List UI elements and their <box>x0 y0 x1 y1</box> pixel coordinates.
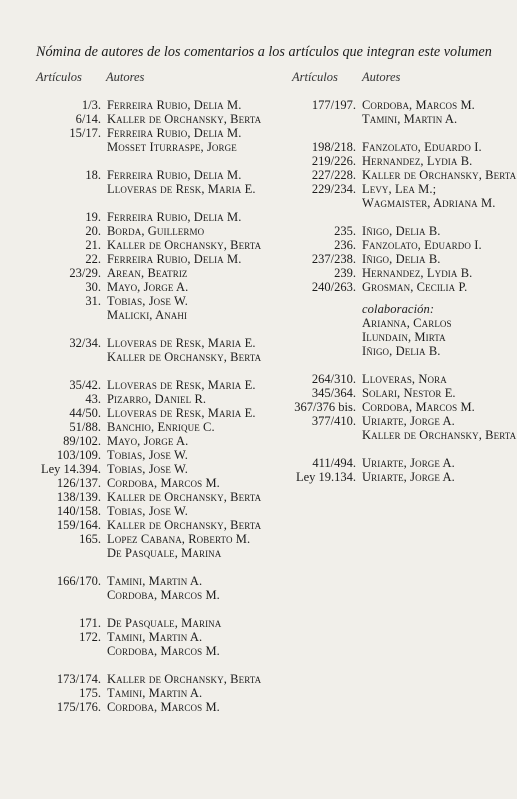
article-number: 43. <box>85 392 101 406</box>
right-entry-row <box>0 154 517 168</box>
author-name: Tamini, Martin A. <box>107 630 203 644</box>
author-name: Kaller de Orchansky, Berta <box>107 490 262 504</box>
author-name: Cordoba, Marcos M. <box>362 400 475 414</box>
author-name: Ferreira Rubio, Delia M. <box>107 210 242 224</box>
left-entry-row <box>0 574 290 588</box>
article-number: Ley 19.134. <box>295 470 356 484</box>
right-entry-row <box>0 316 517 330</box>
right-entry-row <box>0 302 517 316</box>
article-number: 140/158. <box>56 504 101 518</box>
author-name: Uriarte, Jorge A. <box>362 414 455 428</box>
left-entry-row <box>0 126 290 140</box>
author-name: Lloveras de Resk, Maria E. <box>107 378 256 392</box>
author-name: Tamini, Martin A. <box>107 686 203 700</box>
right-entry-row <box>0 182 517 196</box>
author-name: Tobias, Jose W. <box>107 504 188 518</box>
article-number: 1/3. <box>81 98 101 112</box>
right-entry-row <box>0 414 517 428</box>
author-name: Hernandez, Lydia B. <box>362 154 473 168</box>
author-name: Kaller de Orchansky, Berta <box>362 168 517 182</box>
article-number: 6/14. <box>75 112 101 126</box>
author-name: Banchio, Enrique C. <box>107 420 215 434</box>
header-autores-right: Autores <box>362 70 401 84</box>
author-name: Lopez Cabana, Roberto M. <box>107 532 251 546</box>
author-name: Ferreira Rubio, Delia M. <box>107 98 242 112</box>
author-name: Cordoba, Marcos M. <box>107 644 220 658</box>
left-entry-row <box>0 490 290 504</box>
right-entry-row <box>0 280 517 294</box>
article-number: 175. <box>79 686 101 700</box>
author-name: Tamini, Martin A. <box>107 574 203 588</box>
right-entry-row <box>0 456 517 470</box>
article-number: 172. <box>79 630 101 644</box>
author-name: Mosset Iturraspe, Jorge <box>107 140 237 154</box>
right-entry-row <box>0 238 517 252</box>
author-name: Cordoba, Marcos M. <box>107 700 220 714</box>
author-name: Iñigo, Delia B. <box>362 252 441 266</box>
right-entry-row <box>0 140 517 154</box>
author-name: Ferreira Rubio, Delia M. <box>107 168 242 182</box>
author-name: Kaller de Orchansky, Berta <box>107 238 262 252</box>
article-number: 166/170. <box>56 574 101 588</box>
author-name: Malicki, Anahi <box>107 308 188 322</box>
author-name: Ferreira Rubio, Delia M. <box>107 126 242 140</box>
author-name: Uriarte, Jorge A. <box>362 470 455 484</box>
right-entry-row <box>0 266 517 280</box>
article-number: 229/234. <box>311 182 356 196</box>
article-number: 264/310. <box>311 372 356 386</box>
author-name: Kaller de Orchansky, Berta <box>107 350 262 364</box>
article-number: 35/42. <box>69 378 101 392</box>
article-number: 103/109. <box>56 448 101 462</box>
article-number: 411/494. <box>312 456 356 470</box>
author-name: Solari, Nestor E. <box>362 386 456 400</box>
article-number: 377/410. <box>311 414 356 428</box>
right-entry-row <box>0 470 517 484</box>
author-name: Levy, Lea M.; <box>362 182 437 196</box>
author-name: Lloveras, Nora <box>362 372 447 386</box>
author-name: Wagmaister, Adriana M. <box>362 196 496 210</box>
right-entry-row <box>0 386 517 400</box>
article-number: 15/17. <box>69 126 101 140</box>
right-entry-row <box>0 224 517 238</box>
left-entry-row <box>0 630 290 644</box>
right-entry-row <box>0 112 517 126</box>
article-number: 219/226. <box>311 154 356 168</box>
article-number: 89/102. <box>63 434 101 448</box>
author-name: Mayo, Jorge A. <box>107 434 189 448</box>
author-name: Lloveras de Resk, Maria E. <box>107 336 256 350</box>
article-number: 175/176. <box>56 700 101 714</box>
author-name: Arean, Beatriz <box>107 266 188 280</box>
left-entry-row <box>0 616 290 630</box>
author-name: Fanzolato, Eduardo I. <box>362 140 482 154</box>
header-articulos-left: Artículos <box>36 70 82 84</box>
author-name: Arianna, Carlos <box>362 316 452 330</box>
right-entry-row <box>0 196 517 210</box>
header-articulos-right: Artículos <box>292 70 338 84</box>
article-number: 236. <box>334 238 356 252</box>
article-number: 44/50. <box>69 406 101 420</box>
author-name: Mayo, Jorge A. <box>107 280 189 294</box>
article-number: Ley 14.394. <box>40 462 101 476</box>
author-name: Grosman, Cecilia P. <box>362 280 468 294</box>
author-name: Cordoba, Marcos M. <box>107 588 220 602</box>
article-number: 20. <box>85 224 101 238</box>
author-name: Kaller de Orchansky, Berta <box>362 428 517 442</box>
author-name: Tamini, Martin A. <box>362 112 458 126</box>
author-name: colaboración: <box>362 302 435 316</box>
right-entry-row <box>0 98 517 112</box>
article-number: 21. <box>85 238 101 252</box>
article-number: 159/164. <box>56 518 101 532</box>
right-entry-row <box>0 400 517 414</box>
left-entry-row <box>0 686 290 700</box>
author-name: Lloveras de Resk, Maria E. <box>107 182 256 196</box>
author-name: Kaller de Orchansky, Berta <box>107 672 262 686</box>
header-autores-left: Autores <box>106 70 145 84</box>
article-number: 198/218. <box>311 140 356 154</box>
article-number: 171. <box>79 616 101 630</box>
article-number: 345/364. <box>311 386 356 400</box>
author-name: Lloveras de Resk, Maria E. <box>107 406 256 420</box>
article-number: 126/137. <box>56 476 101 490</box>
left-entry-row <box>0 518 290 532</box>
author-name: Fanzolato, Eduardo I. <box>362 238 482 252</box>
right-entry-row <box>0 330 517 344</box>
author-name: Kaller de Orchansky, Berta <box>107 518 262 532</box>
left-entry-row <box>0 700 290 714</box>
author-name: Cordoba, Marcos M. <box>362 98 475 112</box>
article-number: 165. <box>79 532 101 546</box>
author-name: Tobias, Jose W. <box>107 462 188 476</box>
article-number: 138/139. <box>56 490 101 504</box>
author-name: Ilundain, Mirta <box>362 330 446 344</box>
article-number: 240/263. <box>311 280 356 294</box>
article-number: 19. <box>85 210 101 224</box>
left-entry-row <box>0 532 290 546</box>
article-number: 23/29. <box>69 266 101 280</box>
left-entry-row <box>0 504 290 518</box>
author-name: De Pasquale, Marina <box>107 616 222 630</box>
article-number: 367/376 bis. <box>294 400 356 414</box>
article-number: 239. <box>334 266 356 280</box>
article-number: 51/88. <box>69 420 101 434</box>
author-name: Borda, Guillermo <box>107 224 205 238</box>
left-entry-row <box>0 588 290 602</box>
article-number: 235. <box>334 224 356 238</box>
left-entry-row <box>0 546 290 560</box>
left-entry-row <box>0 672 290 686</box>
right-entry-row <box>0 344 517 358</box>
right-entry-row <box>0 168 517 182</box>
article-number: 227/228. <box>311 168 356 182</box>
left-entry-row <box>0 644 290 658</box>
article-number: 30. <box>85 280 101 294</box>
article-number: 22. <box>85 252 101 266</box>
article-number: 31. <box>85 294 101 308</box>
article-number: 177/197. <box>311 98 356 112</box>
author-name: Tobias, Jose W. <box>107 294 188 308</box>
author-name: Iñigo, Delia B. <box>362 224 441 238</box>
author-name: De Pasquale, Marina <box>107 546 222 560</box>
right-entry-row <box>0 252 517 266</box>
article-number: 237/238. <box>311 252 356 266</box>
author-name: Tobias, Jose W. <box>107 448 188 462</box>
author-name: Cordoba, Marcos M. <box>107 476 220 490</box>
page-title: Nómina de autores de los comentarios a los artículos que integran este volumen <box>36 44 492 60</box>
right-entry-row <box>0 428 517 442</box>
author-name: Iñigo, Delia B. <box>362 344 441 358</box>
author-name: Ferreira Rubio, Delia M. <box>107 252 242 266</box>
article-number: 173/174. <box>56 672 101 686</box>
author-name: Hernandez, Lydia B. <box>362 266 473 280</box>
author-name: Pizarro, Daniel R. <box>107 392 207 406</box>
right-entry-row <box>0 372 517 386</box>
article-number: 18. <box>85 168 101 182</box>
author-name: Kaller de Orchansky, Berta <box>107 112 262 126</box>
author-name: Uriarte, Jorge A. <box>362 456 455 470</box>
left-entry-row <box>0 210 290 224</box>
article-number: 32/34. <box>69 336 101 350</box>
